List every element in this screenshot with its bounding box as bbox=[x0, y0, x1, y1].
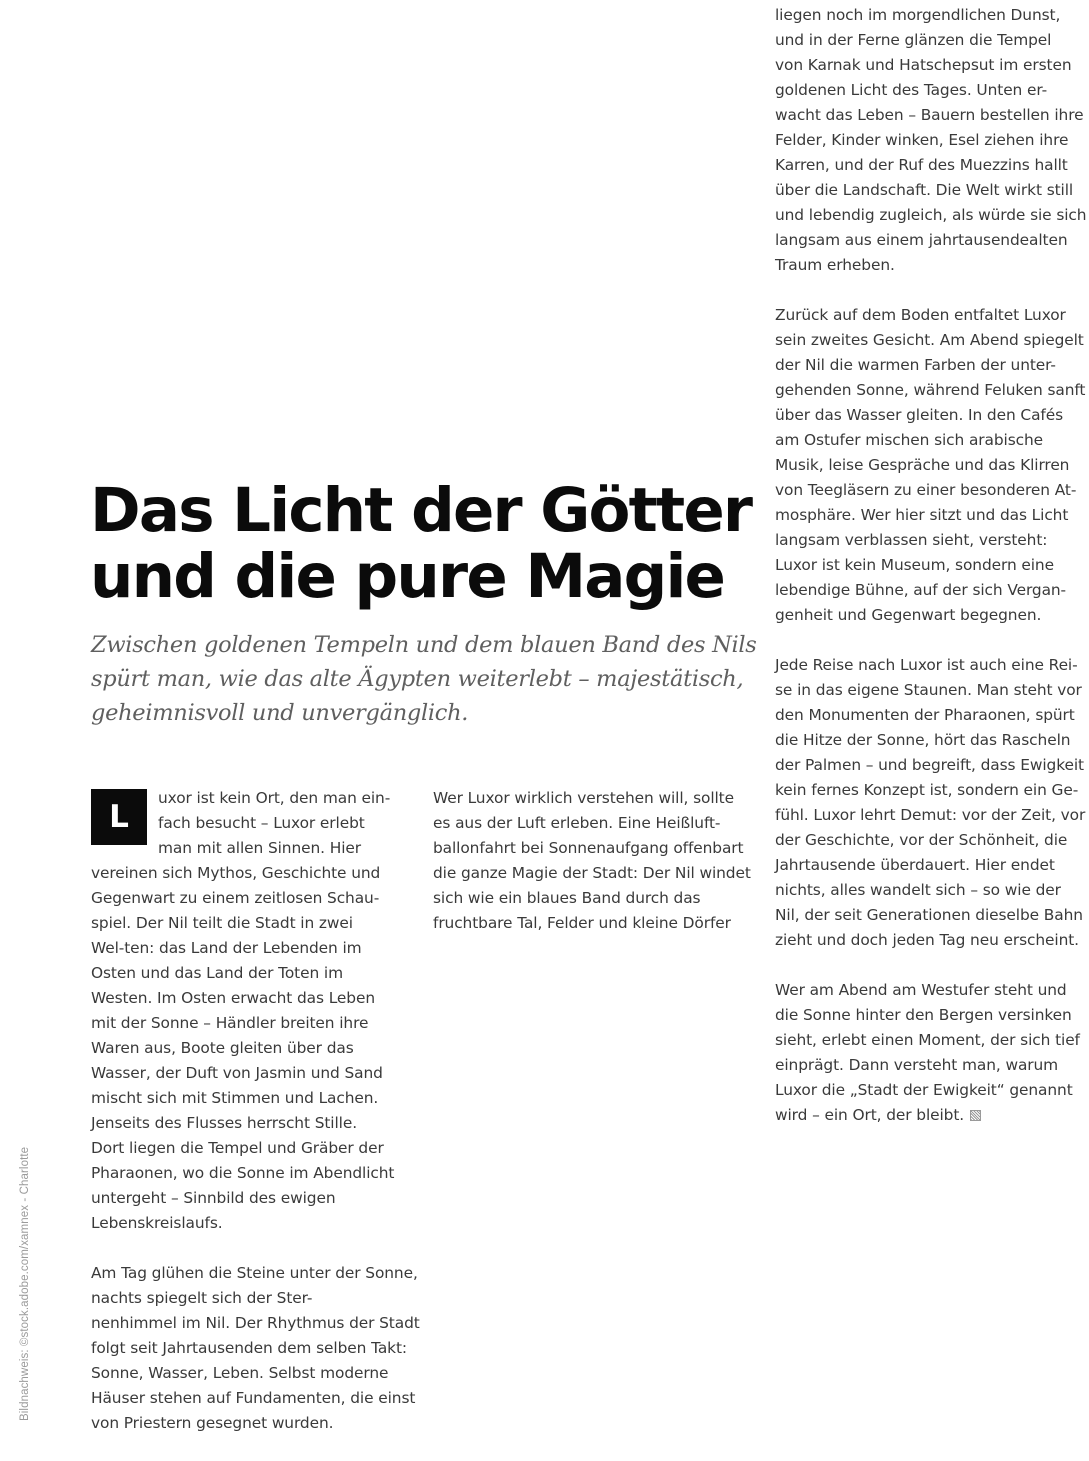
text-line: Wasser, der Duft von Jasmin und Sand bbox=[91, 1064, 383, 1082]
text-line: mischt sich mit Stimmen und Lachen. bbox=[91, 1089, 379, 1107]
text-line: genheit und Gegenwart begegnen. bbox=[775, 606, 1042, 624]
text-line: nenhimmel im Nil. Der Rhythmus der Stadt bbox=[91, 1314, 420, 1332]
text-line: der Geschichte, vor der Schönheit, die bbox=[775, 831, 1068, 849]
text-line: Jenseits des Flusses herrscht Stille. bbox=[91, 1114, 357, 1132]
text-line: fach besucht – Luxor erlebt bbox=[158, 814, 365, 832]
text-line: Gegenwart zu einem zeitlosen Schau- bbox=[91, 889, 380, 907]
text-line: wacht das Leben – Bauern bestellen ihre bbox=[775, 106, 1084, 124]
text-line: langsam aus einem jahrtausendealten bbox=[775, 231, 1068, 249]
text-line: die Sonne hinter den Bergen versinken bbox=[775, 1006, 1072, 1024]
text-line: die Hitze der Sonne, hört das Rascheln bbox=[775, 731, 1071, 749]
drop-cap: L bbox=[91, 789, 147, 845]
text-line: nichts, alles wandelt sich – so wie der bbox=[775, 881, 1061, 899]
text-line: sein zweites Gesicht. Am Abend spiegelt bbox=[775, 331, 1084, 349]
text-line: ballonfahrt bei Sonnenaufgang offenbart bbox=[433, 839, 744, 857]
text-line: und in der Ferne glänzen die Tempel bbox=[775, 31, 1052, 49]
text-line: vereinen sich Mythos, Geschichte und bbox=[91, 864, 381, 882]
text-line: es aus der Luft erleben. Eine Heißluft- bbox=[433, 814, 721, 832]
text-line: kein fernes Konzept ist, sondern ein Ge- bbox=[775, 781, 1079, 799]
text-line: Das Licht der Götter bbox=[90, 475, 752, 546]
text-line: Lebenskreislaufs. bbox=[91, 1214, 223, 1232]
text-line: Osten und das Land der Toten im bbox=[91, 964, 343, 982]
paragraph bbox=[775, 3, 1089, 278]
text-line: sieht, erlebt einen Moment, der sich tief bbox=[775, 1031, 1080, 1049]
text-line: goldenen Licht des Tages. Unten er- bbox=[775, 81, 1048, 99]
text-line: fühl. Luxor lehrt Demut: vor der Zeit, vor bbox=[775, 806, 1086, 824]
text-line: Nil, der seit Generationen dieselbe Bahn bbox=[775, 906, 1083, 924]
text-line: und lebendig zugleich, als würde sie sich bbox=[775, 206, 1087, 224]
paragraph bbox=[91, 1261, 420, 1436]
article-lead bbox=[91, 628, 771, 730]
text-line: Dort liegen die Tempel und Gräber der bbox=[91, 1139, 384, 1157]
text-line: Wer Luxor wirklich verstehen will, sollte bbox=[433, 789, 734, 807]
text-line: von Karnak und Hatschepsut im ersten bbox=[775, 56, 1072, 74]
text-line: zieht und doch jeden Tag neu erscheint. bbox=[775, 931, 1079, 949]
text-line: Karren, und der Ruf des Muezzins hallt bbox=[775, 156, 1068, 174]
text-line: der Palmen – und begreift, dass Ewigkeit bbox=[775, 756, 1084, 774]
text-line: liegen noch im morgendlichen Dunst, bbox=[775, 6, 1061, 24]
paragraph bbox=[775, 303, 1089, 628]
article-column-right bbox=[775, 3, 1089, 1153]
text-line: nachts spiegelt sich der Ster- bbox=[91, 1289, 313, 1307]
text-line: gehenden Sonne, während Feluken sanft bbox=[775, 381, 1086, 399]
paragraph-intro bbox=[91, 786, 407, 1236]
text-line: von Teegläsern zu einer besonderen At- bbox=[775, 481, 1077, 499]
text-line: lebendige Bühne, auf der sich Vergan- bbox=[775, 581, 1067, 599]
article-headline bbox=[90, 475, 790, 612]
text-line: Zwischen goldenen Tempeln und dem blauen Band des Nils bbox=[91, 632, 757, 658]
text-line: untergeht – Sinnbild des ewigen bbox=[91, 1189, 336, 1207]
text-line: Traum erheben. bbox=[775, 256, 895, 274]
text-line: die ganze Magie der Stadt: Der Nil windet bbox=[433, 864, 751, 882]
text-line: Sonne, Wasser, Leben. Selbst moderne bbox=[91, 1364, 389, 1382]
text-line: über die Landschaft. Die Welt wirkt still bbox=[775, 181, 1074, 199]
text-line: von Priestern gesegnet wurden. bbox=[91, 1414, 334, 1432]
text-line: mit der Sonne – Händler breiten ihre bbox=[91, 1014, 369, 1032]
article-column-2 bbox=[433, 786, 751, 961]
text-line: Luxor ist kein Museum, sondern eine bbox=[775, 556, 1054, 574]
text-line: sich wie ein blaues Band durch das bbox=[433, 889, 701, 907]
text-line: langsam verblassen sieht, versteht: bbox=[775, 531, 1048, 549]
text-line: Waren aus, Boote gleiten über das bbox=[91, 1039, 354, 1057]
text-line: folgt seit Jahrtausenden dem selben Takt: bbox=[91, 1339, 407, 1357]
text-line: am Ostufer mischen sich arabische bbox=[775, 431, 1044, 449]
text-line: der Nil die warmen Farben der unter- bbox=[775, 356, 1056, 374]
text-line: Häuser stehen auf Fundamenten, die einst bbox=[91, 1389, 416, 1407]
text-line: Musik, leise Gespräche und das Klirren bbox=[775, 456, 1070, 474]
text-line: über das Wasser gleiten. In den Cafés bbox=[775, 406, 1064, 424]
text-line: Felder, Kinder winken, Esel ziehen ihre bbox=[775, 131, 1069, 149]
text-line: Jede Reise nach Luxor ist auch eine Rei- bbox=[775, 656, 1078, 674]
text-line: mosphäre. Wer hier sitzt und das Licht bbox=[775, 506, 1069, 524]
text-line: Am Tag glühen die Steine unter der Sonne, bbox=[91, 1264, 418, 1282]
text-line: se in das eigene Staunen. Man steht vor bbox=[775, 681, 1082, 699]
text-line: fruchtbare Tal, Felder und kleine Dörfer bbox=[433, 914, 731, 932]
article-column-1 bbox=[91, 786, 420, 1461]
text-line: einprägt. Dann versteht man, warum bbox=[775, 1056, 1059, 1074]
paragraph-final bbox=[775, 978, 1089, 1128]
text-line: und die pure Magie bbox=[90, 541, 725, 612]
text-line: spürt man, wie das alte Ägypten weiterlebt – majestätisch, bbox=[91, 666, 744, 692]
image-credit: Bildnachweis: ©stock.adobe.com/xamnex - Charlotte bbox=[19, 1146, 31, 1421]
text-line: geheimnisvoll und unvergänglich. bbox=[91, 700, 469, 726]
text-line: wird – ein Ort, der bleibt. bbox=[775, 1103, 1089, 1128]
text-line: Zurück auf dem Boden entfaltet Luxor bbox=[775, 306, 1066, 324]
end-mark-icon bbox=[970, 1110, 981, 1121]
paragraph bbox=[433, 786, 751, 936]
text-line: Luxor die „Stadt der Ewigkeit“ genannt bbox=[775, 1081, 1073, 1099]
text-line: Wer am Abend am Westufer steht und bbox=[775, 981, 1067, 999]
text-line: Jahrtausende überdauert. Hier endet bbox=[775, 856, 1055, 874]
text-line: Pharaonen, wo die Sonne im Abendlicht bbox=[91, 1164, 395, 1182]
paragraph bbox=[775, 653, 1089, 953]
text-line: Westen. Im Osten erwacht das Leben bbox=[91, 989, 375, 1007]
text-line: uxor ist kein Ort, den man ein- bbox=[158, 789, 391, 807]
text-line: man mit allen Sinnen. Hier bbox=[158, 839, 361, 857]
text-line: Wel-ten: das Land der Lebenden im bbox=[91, 939, 362, 957]
text-line: spiel. Der Nil teilt die Stadt in zwei bbox=[91, 914, 353, 932]
text-line: den Monumenten der Pharaonen, spürt bbox=[775, 706, 1075, 724]
